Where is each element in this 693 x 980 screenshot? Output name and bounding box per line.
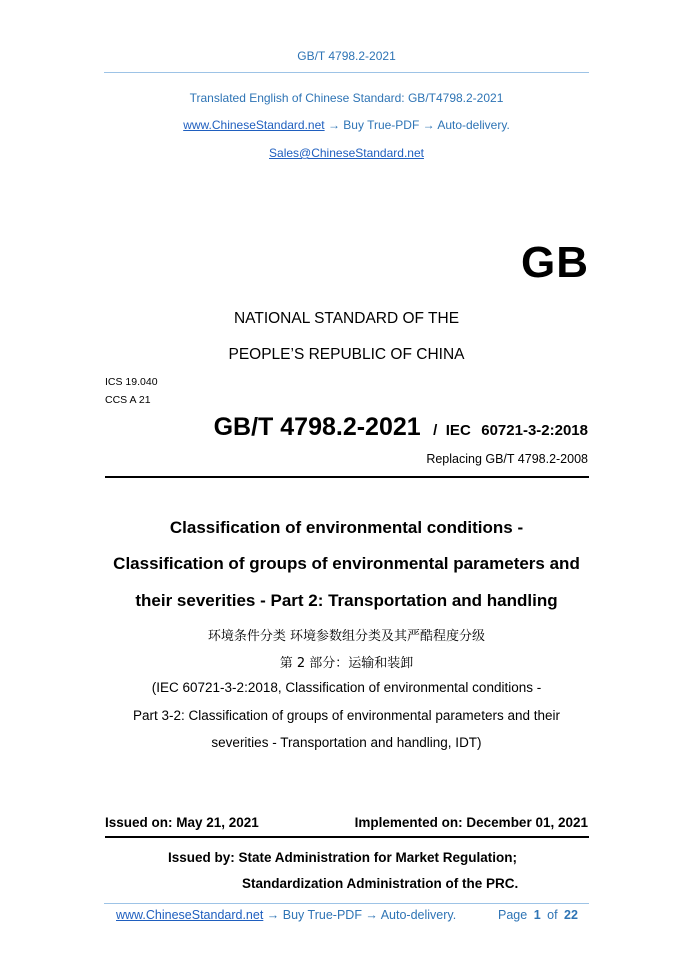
iec-number: 60721-3-2:2018 (481, 422, 588, 439)
page-total: 22 (564, 908, 578, 922)
issued-on: Issued on: May 21, 2021 (105, 815, 259, 830)
footer-site-suffix: → Buy True-PDF → Auto-delivery. (266, 908, 457, 922)
title-divider (105, 476, 589, 478)
replacing-line: Replacing GB/T 4798.2-2008 (426, 452, 588, 466)
iec-reference-line-1: (IEC 60721-3-2:2018, Classification of environmental conditions - (151, 680, 542, 695)
main-title-line-3: their severities - Part 2: Transportation and handling (135, 591, 558, 610)
standard-number-line (214, 413, 588, 442)
page-indicator (498, 908, 578, 922)
issuer-line-2: Standardization Administration of the PRC. (242, 876, 519, 891)
national-line-2: PEOPLE’S REPUBLIC OF CHINA (228, 346, 465, 363)
iec-prefix: IEC (445, 422, 471, 439)
main-title-line-1: Classification of environmental conditions - (169, 518, 524, 537)
issuer-line-1: Issued by: State Administration for Market Regulation; (168, 850, 518, 865)
standard-number: GB/T 4798.2-2021 (213, 413, 421, 441)
dates-divider (105, 836, 589, 838)
gb-logo: GB (521, 238, 589, 287)
ics-code: ICS 19.040 (105, 376, 158, 388)
header-site-suffix: → Buy True-PDF → Auto-delivery. (327, 118, 510, 132)
ccs-code: CCS A 21 (105, 394, 151, 406)
page-label: Page (498, 908, 528, 922)
sales-email-link[interactable]: Sales@ChineseStandard.net (269, 146, 424, 160)
header-site-link[interactable]: www.ChineseStandard.net (183, 118, 325, 132)
main-title-line-2: Classification of groups of environmental parameters and (113, 554, 580, 573)
footer-site-link[interactable]: www.ChineseStandard.net (116, 908, 264, 922)
header-divider (104, 72, 589, 73)
header-doc-code: GB/T 4798.2-2021 (297, 49, 396, 63)
chinese-title-1: 环境条件分类 环境参数组分类及其严酷程度分级 (207, 629, 486, 644)
chinese-title-2: 第 2 部分：运输和装卸 (279, 656, 414, 671)
implemented-on: Implemented on: December 01, 2021 (354, 815, 588, 830)
footer-divider (104, 903, 589, 904)
page-of: of (547, 908, 558, 922)
page-current: 1 (533, 908, 541, 922)
national-line-1: NATIONAL STANDARD OF THE (233, 310, 460, 327)
footer-site-line (116, 908, 456, 922)
iec-reference-line-2: Part 3-2: Classification of groups of environmental parameters and their (133, 708, 560, 723)
translated-line: Translated English of Chinese Standard: GB/T4798.2-2021 (189, 91, 504, 105)
iec-reference-line-3: severities - Transportation and handling, IDT) (211, 735, 482, 750)
header-email-line (0, 146, 693, 160)
header-site-line (0, 118, 693, 132)
iec-slash: / (433, 422, 438, 439)
